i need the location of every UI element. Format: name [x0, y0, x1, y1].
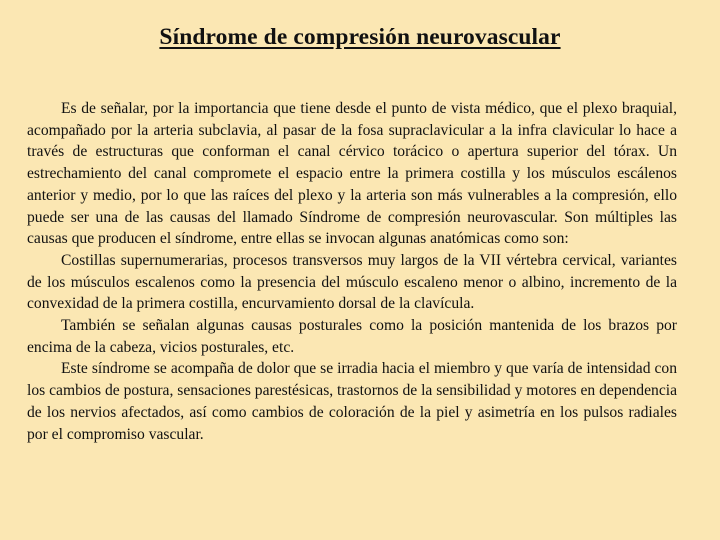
paragraph-postural-causes: También se señalan algunas causas posturales como la posición mantenida de los brazos por encima de la cabeza, vicios posturales, etc.: [27, 317, 677, 356]
slide-body: [27, 98, 677, 445]
paragraph-anatomical-causes: Costillas supernumerarias, procesos transversos muy largos de la VII vértebra cervical, variantes de los músculos escalenos como la presencia del músculo escaleno menor o albino, incremento de la convexidad de la primera costilla, encurvamiento dorsal de la clavícula.: [27, 251, 677, 313]
slide-title: Síndrome de compresión neurovascular: [159, 24, 561, 50]
paragraph-anatomy: Es de señalar, por la importancia que tiene desde el punto de vista médico, que el plexo braquial, acompañado por la arteria subclavia, al pasar de la fosa supraclavicular a la infra clavicular lo hace a través de estructuras que conforman el canal cérvico torácico o apertura superior del tórax. Un estrechamiento del canal compromete el espacio entre la primera costilla y los músculos escálenos anterior y medio, por lo que las raíces del plexo y la arteria son más vulnerables a la compresión, ello puede ser una de las causas del llamado Síndrome de compresión neurovascular. Son múltiples las causas que producen el síndrome, entre ellas se invocan algunas anatómicas como son:: [27, 100, 677, 248]
paragraph-symptoms: Este síndrome se acompaña de dolor que se irradia hacia el miembro y que varía de intensidad con los cambios de postura, sensaciones parestésicas, trastornos de la sensibilidad y motores en dependencia de los nervios afectados, así como cambios de coloración de la piel y asimetría en los pulsos radiales por el compromiso vascular.: [27, 360, 677, 443]
